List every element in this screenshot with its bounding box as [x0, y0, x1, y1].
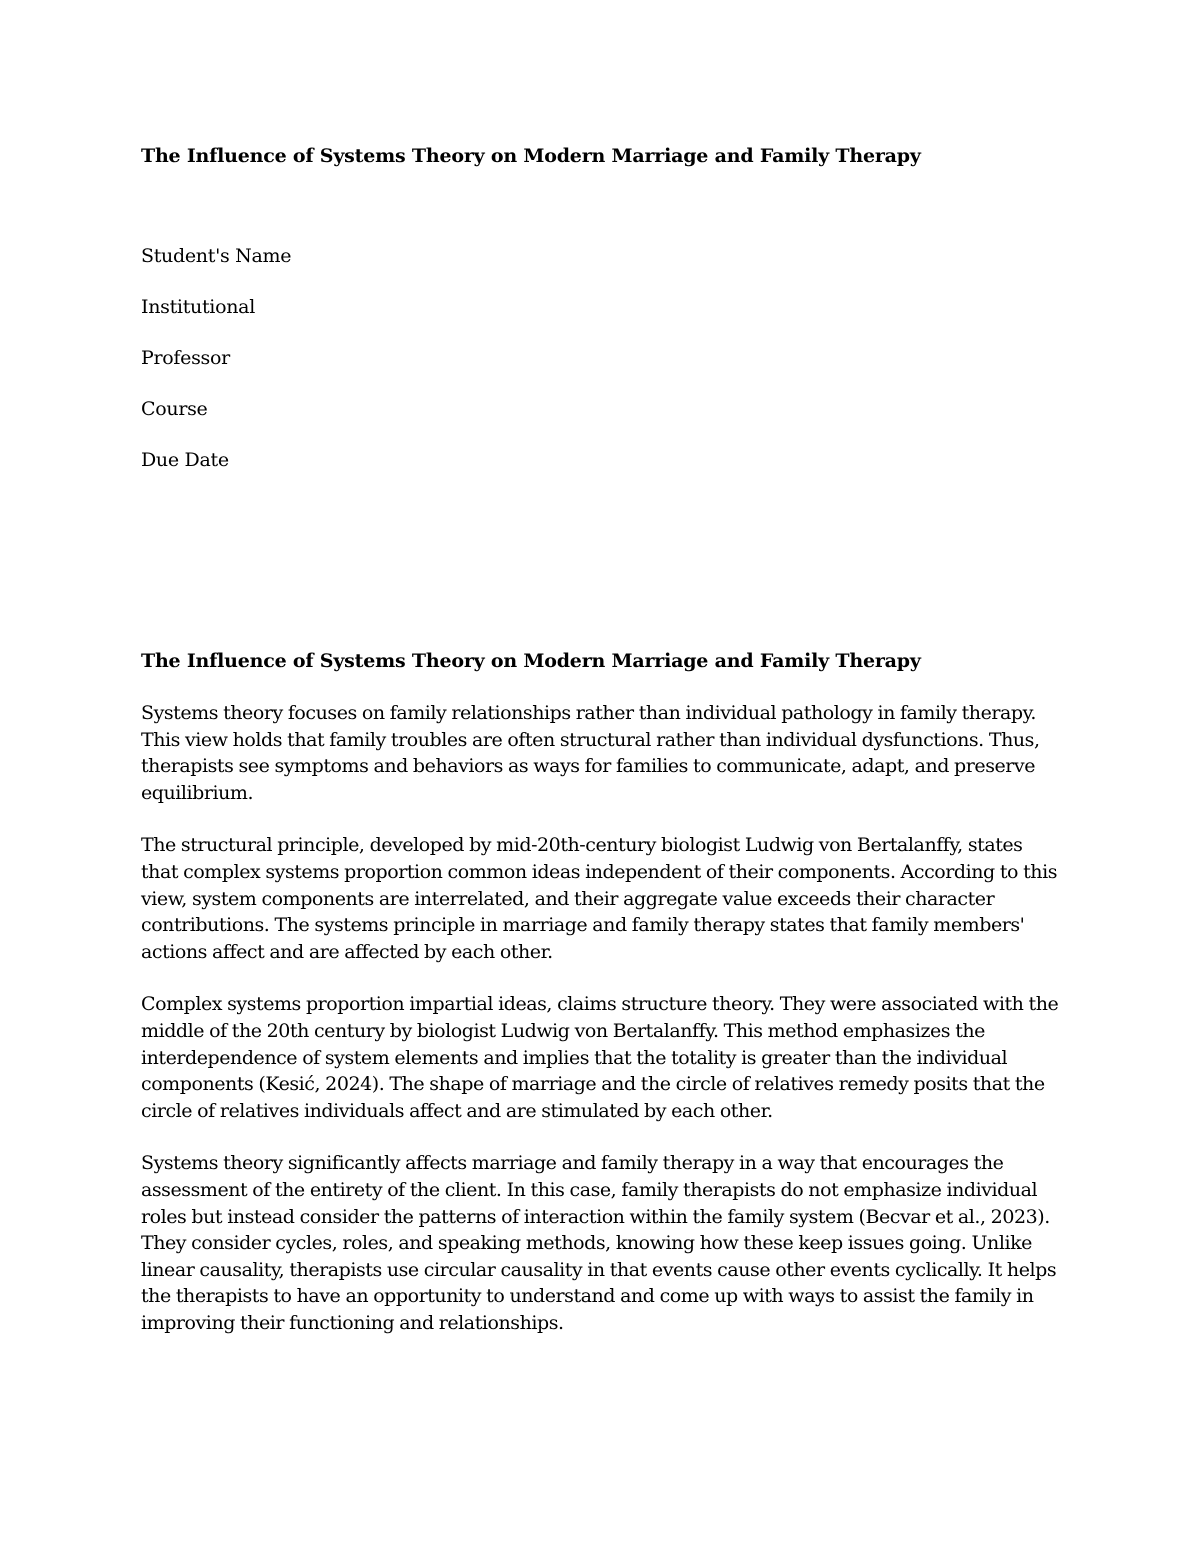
body-paragraph: Complex systems proportion impartial ideas, claims structure theory. They were associated with the middle of the 20th century by biologist Ludwig von Bertalanffy. This method emphasizes the interdependence of system elements and implies that the totality is greater than the individual components (Kesić, 2024). The shape of marriage and the circle of relatives remedy posits that the circle of relatives individuals affect and are stimulated by each other. — [141, 993, 1059, 1122]
cover-due-date: Due Date — [141, 449, 229, 471]
cover-title: The Influence of Systems Theory on Modern Marriage and Family Therapy — [141, 145, 921, 167]
cover-student-name: Student's Name — [141, 245, 292, 267]
cover-institution: Institutional — [141, 296, 255, 318]
body-text — [141, 700, 1061, 1362]
body-title: The Influence of Systems Theory on Modern Marriage and Family Therapy — [141, 650, 921, 672]
cover-info-block — [141, 243, 291, 498]
body-paragraph: Systems theory focuses on family relationships rather than individual pathology in family therapy. This view holds that family troubles are often structural rather than individual dysfunctions. Thus, therapists see symptoms and behaviors as ways for families to communicate, adapt, and preserve equilibrium. — [141, 702, 1040, 804]
cover-course: Course — [141, 398, 208, 420]
cover-professor: Professor — [141, 347, 230, 369]
body-paragraph: Systems theory significantly affects marriage and family therapy in a way that encourages the assessment of the entirety of the client. In this case, family therapists do not emphasize individual roles but instead consider the patterns of interaction within the family system (Becvar et al., 2023). They consider cycles, roles, and speaking methods, knowing how these keep issues going. Unlike linear causality, therapists use circular causality in that events cause other events cyclically. It helps the therapists to have an opportunity to understand and come up with ways to assist the family in improving their functioning and relationships. — [141, 1152, 1057, 1334]
body-paragraph: The structural principle, developed by mid-20th-century biologist Ludwig von Bertalanffy, states that complex systems proportion common ideas independent of their components. According to this view, system components are interrelated, and their aggregate value exceeds their character contributions. The systems principle in marriage and family therapy states that family members' actions affect and are affected by each other. — [141, 834, 1058, 963]
